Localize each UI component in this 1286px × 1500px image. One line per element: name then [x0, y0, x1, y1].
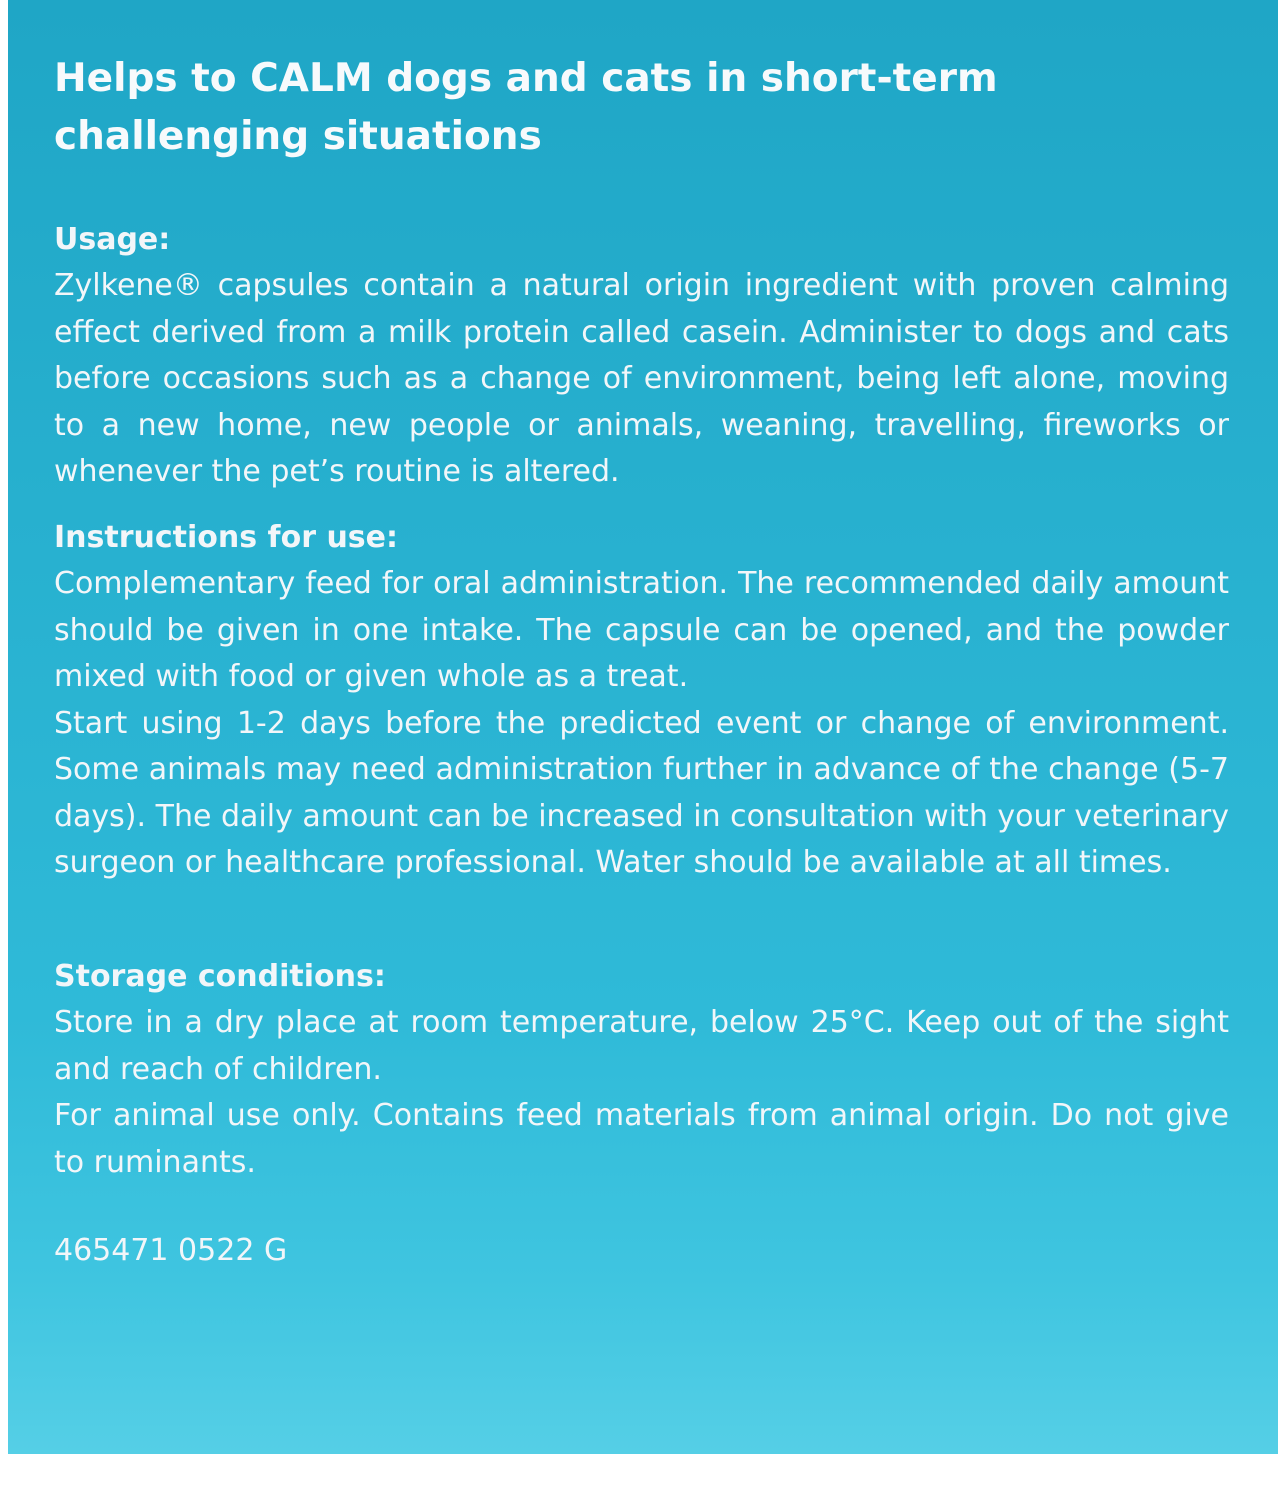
usage-section	[54, 216, 1229, 496]
product-code: 465471 0522 G	[54, 1233, 288, 1268]
storage-section	[54, 953, 1229, 1186]
storage-paragraph-2: For animal use only. Contains feed materials from animal origin. Do not give to ruminants.	[54, 1098, 1229, 1180]
instructions-section	[54, 514, 1229, 887]
instructions-paragraph-1: Complementary feed for oral administration. The recommended daily amount should be given in one intake. The capsule can be opened, and the powder mixed with food or given whole as a treat.	[54, 566, 1229, 694]
usage-text: Zylkene® capsules contain a natural origin ingredient with proven calming effect derived from a milk protein called casein. Administer to dogs and cats before occasions such as a change of environment, being left alone, moving to a new home, new people or animals, weaning, travelling, fireworks or whenever the pet’s routine is altered.	[54, 268, 1229, 489]
usage-heading: Usage:	[54, 222, 171, 257]
page-title: Helps to CALM dogs and cats in short-term challenging situations	[54, 56, 998, 159]
info-panel	[8, 0, 1278, 1454]
storage-heading: Storage conditions:	[54, 959, 386, 994]
storage-paragraph-1: Store in a dry place at room temperature, below 25°C. Keep out of the sight and reach of children.	[54, 1005, 1229, 1087]
instructions-heading: Instructions for use:	[54, 520, 399, 555]
instructions-paragraph-2: Start using 1-2 days before the predicted event or change of environment. Some animals may need administration further in advance of the change (5-7 days). The daily amount can be increased in consultation with your veterinary surgeon or healthcare professional. Water should be available at all times.	[54, 705, 1229, 880]
